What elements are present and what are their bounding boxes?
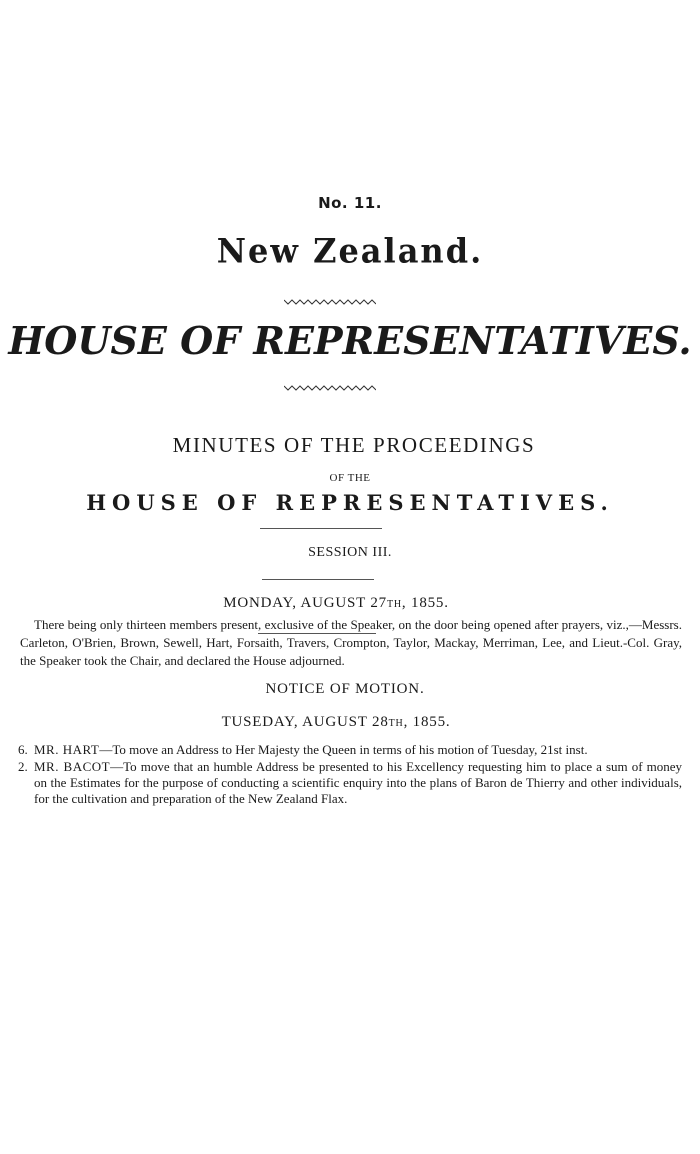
divider-rule [262,579,374,580]
sitting-date [0,595,700,612]
session-label: SESSION III. [308,545,392,560]
sitting-date-prefix: MONDAY, AUGUST 27 [223,595,387,611]
wavy-ornament-bottom [284,384,376,392]
minutes-heading: MINUTES OF THE PROCEEDINGS [172,433,536,457]
list-item [20,742,682,758]
notice-date-year: , 1855. [403,714,451,730]
notice-date-prefix: TUSEDAY, AUGUST 28 [221,714,389,730]
wavy-ornament-top [284,298,376,306]
sitting-date-ordinal: TH [386,599,402,610]
sitting-date-year: , 1855. [401,595,449,611]
motion-text: —To move an Address to Her Majesty the Queen in terms of his motion of Tuesday, 21st inst. [99,742,588,757]
motion-number: 6. [18,742,28,757]
document-number: No. 11. [318,194,382,212]
motion-number: 2. [18,759,28,774]
motion-member: MR. BACOT [34,759,111,774]
list-item [20,759,682,807]
divider-rule [260,528,382,529]
of-the-label: OF THE [329,472,371,484]
house-subtitle: HOUSE OF REPRESENTATIVES. [86,490,614,515]
notice-heading: NOTICE OF MOTION. [265,681,425,697]
notice-date-ordinal: TH [388,718,404,729]
sitting-paragraph: There being only thirteen members present, exclusive of the Speaker, on the door being opened after prayers, viz.,—Messrs. Carleton, O'Brien, Brown, Sewell, Hart, Forsaith, Travers, Crompton, Taylor, Mackay, Merriman, Lee, and Lieut.-Col. Gray, the Speaker took the Chair, and declared the House adjourned. [20,617,682,668]
motions-list [20,742,682,808]
divider-rule [258,633,376,634]
motion-text: —To move that an humble Address be presented to his Excellency requesting him to place a sum of money on the Estimates for the purpose of conducting a scientific enquiry into the plans of Baron de Thierry and other individuals, for the cultivation and preparation of the New Zealand Flax. [34,759,682,806]
house-title: HOUSE OF REPRESENTATIVES. [8,318,692,363]
notice-date [0,714,700,731]
country-title: New Zealand. [216,231,484,271]
motion-member: MR. HART [34,742,100,757]
